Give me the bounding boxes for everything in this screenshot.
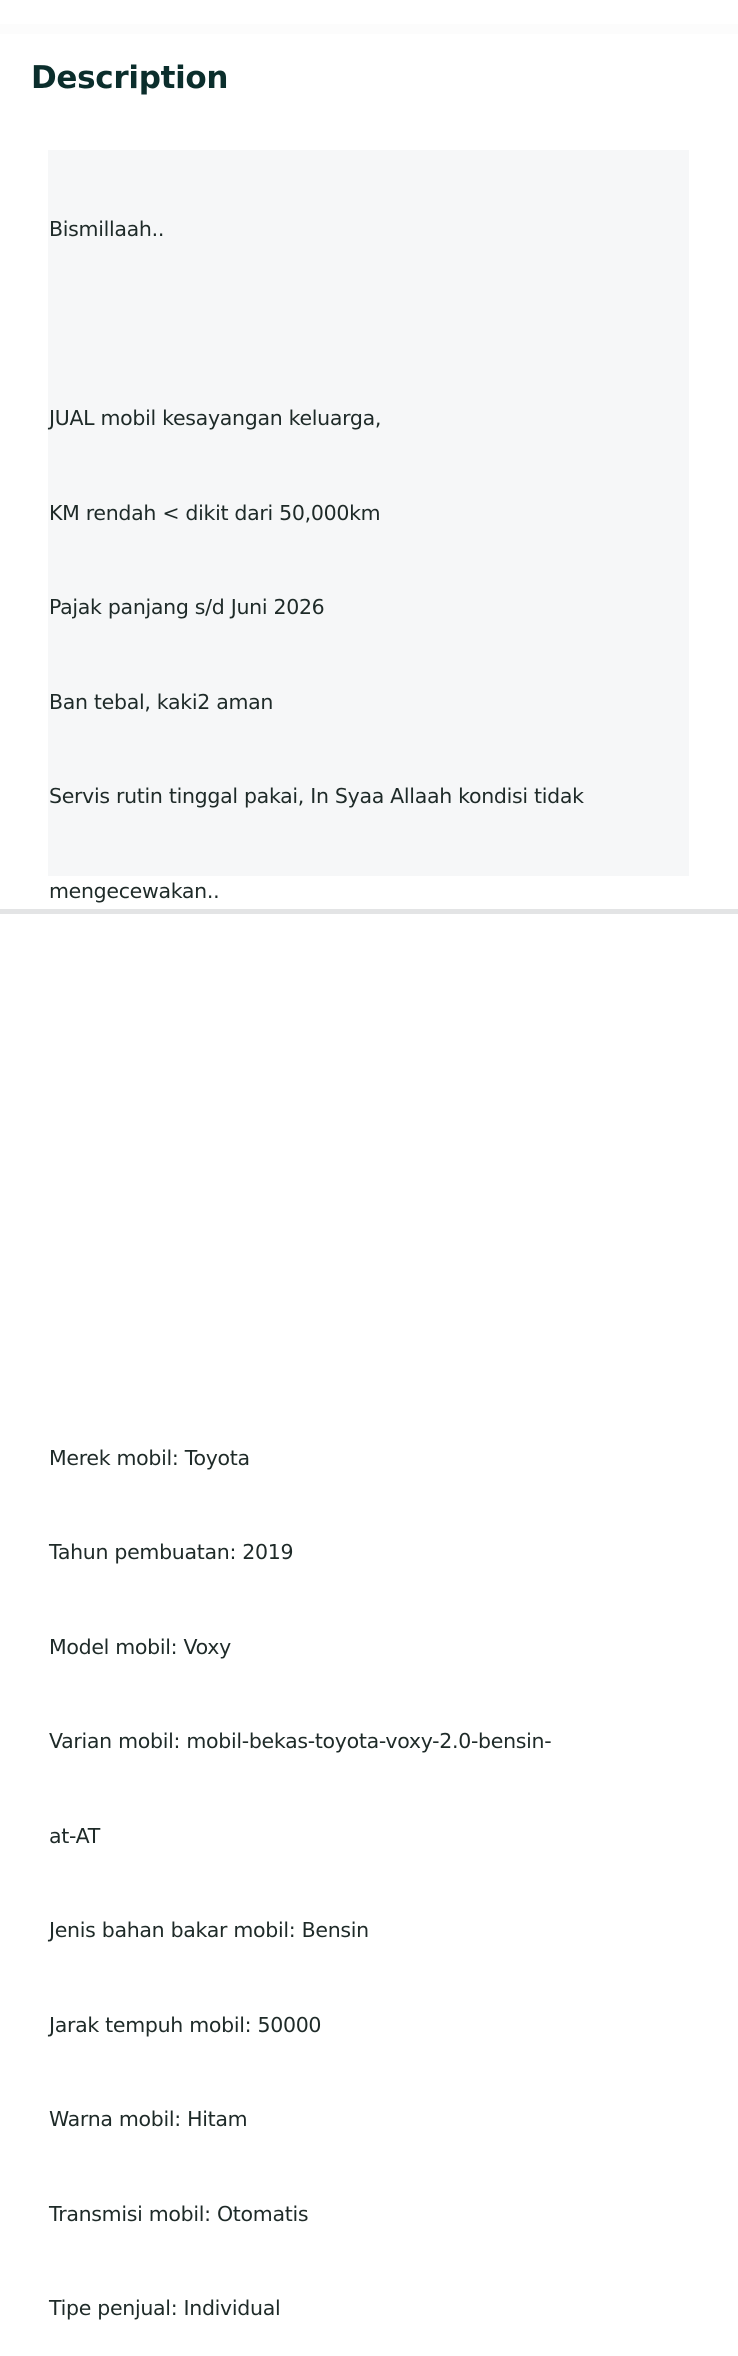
description-line-greeting: Bismillaah.. <box>49 217 165 241</box>
description-line-blank <box>49 309 649 341</box>
spec-brand: Merek mobil: Toyota <box>49 1445 250 1470</box>
description-line-service: Servis rutin tinggal pakai, In Syaa Allaah kondisi tidak <box>49 784 584 808</box>
spec-mileage: Jarak tempuh mobil: 50000 <box>49 2012 322 2037</box>
description-line-blank <box>49 1159 649 1191</box>
description-line-tax: Pajak panjang s/d Juni 2026 <box>49 595 325 619</box>
bottom-divider <box>0 909 738 914</box>
description-text <box>49 151 649 2356</box>
spec-fuel: Jenis bahan bakar mobil: Bensin <box>49 1918 369 1942</box>
description-line-blank <box>49 1348 649 1380</box>
section-divider <box>0 24 738 34</box>
spec-year: Tahun pembuatan: 2019 <box>49 1540 294 1564</box>
spec-transmission: Transmisi mobil: Otomatis <box>49 2201 309 2226</box>
description-line-blank <box>49 970 649 1002</box>
description-line-blank <box>49 1254 649 1286</box>
header-area <box>0 0 738 24</box>
description-line-service-cont: mengecewakan.. <box>49 878 220 903</box>
spec-variant: Varian mobil: mobil-bekas-toyota-voxy-2.0-bensin- <box>49 1729 552 1753</box>
description-heading: Description <box>31 60 229 96</box>
description-line-sale: JUAL mobil kesayangan keluarga, <box>49 406 382 430</box>
description-line-mileage: KM rendah < dikit dari 50,000km <box>49 500 381 525</box>
description-line-tires: Ban tebal, kaki2 aman <box>49 689 274 714</box>
spec-color: Warna mobil: Hitam <box>49 2107 248 2131</box>
spec-variant-cont: at-AT <box>49 1823 101 1848</box>
description-line-blank <box>49 1065 649 1097</box>
spec-seller-type: Tipe penjual: Individual <box>49 2296 281 2320</box>
spec-model: Model mobil: Voxy <box>49 1634 231 1659</box>
